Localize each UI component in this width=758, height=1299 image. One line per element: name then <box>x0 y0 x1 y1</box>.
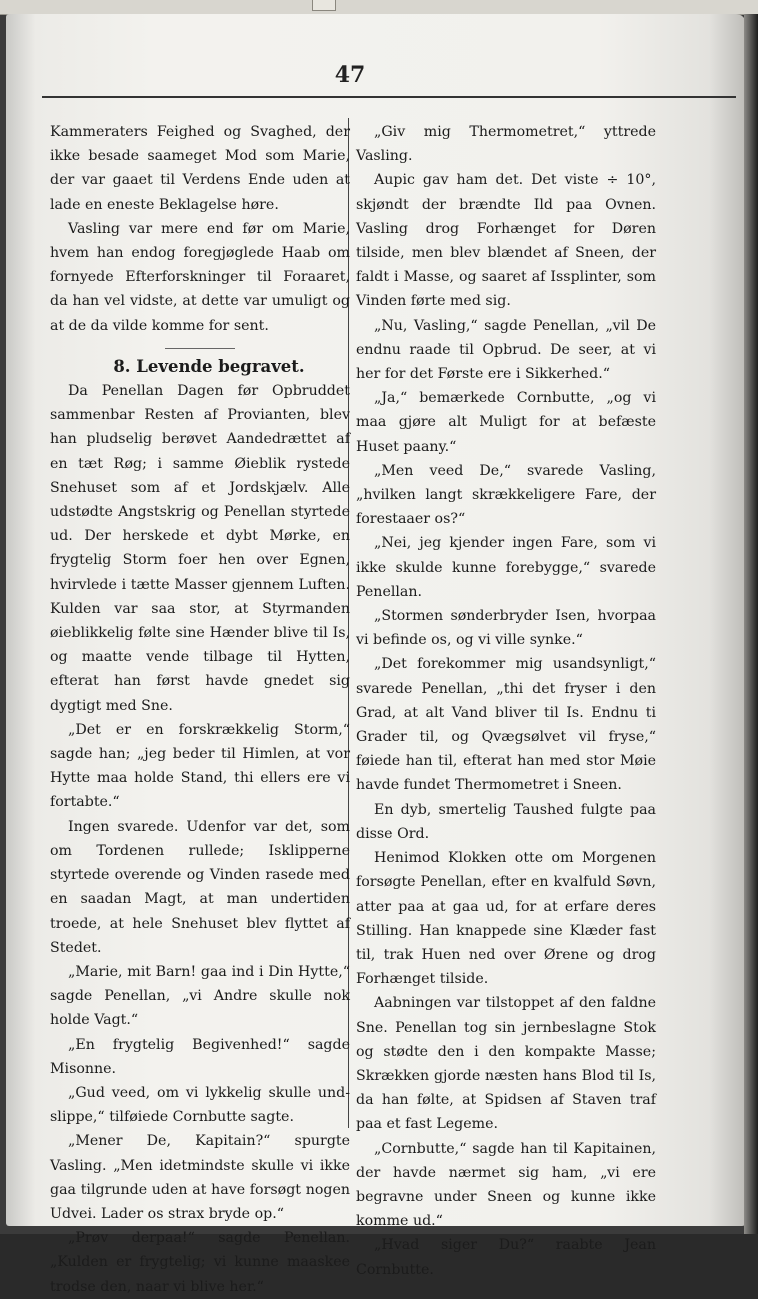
paragraph: „Marie, mit Barn! gaa ind i Din Hytte,“ sagde Penellan, „vi Andre skulle nok holde Vagt.“ <box>50 963 350 1029</box>
header-rule <box>42 96 736 98</box>
paragraph: En dyb, smertelig Taushed fulgte paa disse Ord. <box>356 801 656 842</box>
left-column <box>50 120 350 1299</box>
paragraph: „Det forekommer mig usandsynligt,“ svarede Penellan, „thi det fryser i den Grad, at alt Vand bliver til Is. Endnu ti Grader til, og Qvægsølvet vil fryse,“ føiede han til, efterat han med stor Møie havde fundet Thermometret i Sneen. <box>356 656 656 794</box>
page-number: 47 <box>334 62 366 88</box>
paragraph: Ingen svarede. Udenfor var det, som om Tordenen rullede; Isklipperne styrtede overende og Vinden rasede med en saadan Magt, at man undertiden troede, at hele Snehuset blev flyttet af Stedet. <box>50 818 350 956</box>
paragraph: Da Penellan Dagen før Opbruddet sammenbar Resten af Provianten, blev han pludselig berøvet Aandedrættet af en tæt Røg; i samme Øieblik rystede Snehuset som af et Jordskjælv. Alle udstødte Angstskrig og Penellan styrtede ud. Der herskede et dybt Mørke, en frygtelig Storm foer hen over Egnen, hvirvlede i tætte Masser gjennem Luften. Kulden var saa stor, at Styrmanden øieblikkelig følte sine Hænder blive til Is, og maatte vende tilbage til Hytten, efterat han først havde gnedet sig dygtigt med Sne. <box>50 383 350 714</box>
paragraph: „Nu, Vasling,“ sagde Penellan, „vil De endnu raade til Opbrud. De seer, at vi her for det Første ere i Sikkerhed.“ <box>356 317 656 383</box>
page-edge-shadow <box>744 14 758 1234</box>
paragraph: „Nei, jeg kjender ingen Fare, som vi ikke skulde kunne forebygge,“ svarede Penellan. <box>356 535 656 600</box>
chapter-heading: 8. Levende begravet. <box>113 356 305 376</box>
section-separator <box>165 348 235 349</box>
paragraph: Vasling var mere end før om Marie, hvem han endog foregjøglede Haab om fornyede Efterforskninger til Foraaret, da han vel vidste, at dette var umuligt og at de da vilde komme for sent. <box>50 220 350 334</box>
paragraph: „Det er en forskrækkelig Storm,“ sagde han; „jeg beder til Himlen, at vor Hytte maa holde Stand, thi ellers ere vi fortabte.“ <box>50 721 350 811</box>
paragraph: „Prøv derpaa!“ sagde Penellan. „Kulden er frygtelig; vi kunne maaskee trodse den, naar vi blive her.“ <box>50 1230 350 1295</box>
paragraph: Aabningen var tilstoppet af den faldne Sne. Penellan tog sin jernbeslagne Stok og stødte den i den kompakte Masse; Skrækken gjorde næsten hans Blod til Is, da han følte, at Spidsen af Staven traf paa et fast Legeme. <box>356 995 656 1133</box>
viewer-top-strip <box>0 0 758 15</box>
paragraph: Henimod Klokken otte om Morgenen forsøgte Penellan, efter en kvalfuld Søvn, atter paa at gaa ud, for at erfare deres Stilling. Han knappede sine Klæder fast til, trak Huen ned over Ørene og drog Forhænget tilside. <box>356 850 656 988</box>
paragraph: Aupic gav ham det. Det viste ÷ 10°, skjøndt der brændte Ild paa Ovnen. Vasling drog Forhænget for Døren tilside, men blev blændet af Sneen, der faldt i Masse, og saaret af Issplinter, som Vinden førte med sig. <box>356 172 656 310</box>
paragraph: „Cornbutte,“ sagde han til Kapitainen, der havde nærmet sig ham, „vi ere begravne under Sneen og kunne ikke komme ud.“ <box>356 1140 656 1230</box>
paragraph: „Men veed De,“ svarede Vasling, „hvilken langt skrækkeligere Fare, der forestaaer os?“ <box>356 462 656 528</box>
paragraph: „Hvad siger Du?“ raabte Jean Cornbutte. <box>356 1237 656 1278</box>
paragraph: „Ja,“ bemærkede Cornbutte, „og vi maa gjøre alt Muligt for at befæste Huset paany.“ <box>356 390 656 455</box>
paragraph: „En frygtelig Begivenhed!“ sagde Misonne. <box>50 1036 350 1077</box>
paragraph: „Mener De, Kapitain?“ spurgte Vasling. „Men idetmindste skulle vi ikke gaa tilgrunde uden at have forsøgt nogen Udvei. Lader os strax bryde op.“ <box>50 1133 350 1222</box>
paragraph: Kammeraters Feighed og Svaghed, der ikke besade saameget Mod som Marie, der var gaaet til Verdens Ende uden at lade en eneste Beklagelse høre. <box>50 124 350 213</box>
paragraph: „Giv mig Thermometret,“ yttrede Vasling. <box>356 124 656 165</box>
paragraph: „Stormen sønderbryder Isen, hvorpaa vi befinde os, og vi ville synke.“ <box>356 608 656 649</box>
right-column <box>356 120 656 1282</box>
viewer-tab-marker <box>312 0 336 11</box>
paragraph: „Gud veed, om vi lykkelig skulle und-slippe,“ tilføiede Cornbutte sagte. <box>50 1084 350 1126</box>
